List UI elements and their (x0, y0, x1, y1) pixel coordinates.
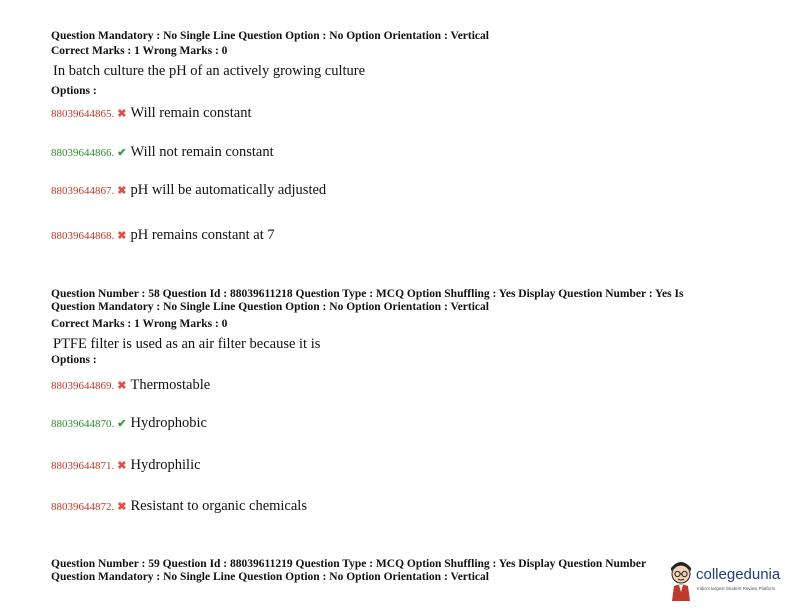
wrong-mark-icon: ✖ (117, 108, 127, 120)
student-mascot-icon (668, 562, 694, 602)
option-text: Will remain constant (130, 105, 252, 121)
correct-check-icon: ✔ (117, 147, 127, 159)
option-id: 88039644868. (51, 230, 115, 242)
correct-check-icon: ✔ (117, 418, 127, 430)
option-id: 88039644869. (51, 380, 115, 392)
wrong-mark-icon: ✖ (117, 380, 127, 392)
option-text: Will not remain constant (130, 144, 274, 160)
option-text: Hydrophobic (130, 415, 207, 431)
wrong-mark-icon: ✖ (117, 230, 127, 242)
q57-option-1 (51, 104, 252, 122)
q57-meta-line: Question Mandatory : No Single Line Question Option : No Option Orientation : Vertical (51, 30, 489, 42)
option-text: Thermostable (130, 377, 211, 393)
q57-option-2 (51, 143, 274, 161)
q58-option-2 (51, 414, 207, 432)
q59-meta-line-2: Question Mandatory : No Single Line Question Option : No Option Orientation : Vertical (51, 571, 489, 583)
collegedunia-logo (668, 560, 792, 604)
q58-option-3 (51, 456, 201, 474)
q58-meta-line-2: Question Mandatory : No Single Line Question Option : No Option Orientation : Vertical (51, 301, 489, 313)
q58-options-label: Options : (51, 354, 97, 366)
option-id: 88039644870. (51, 418, 115, 430)
q57-option-4 (51, 226, 275, 244)
option-text: pH remains constant at 7 (130, 227, 275, 243)
q58-option-1 (51, 376, 210, 394)
q58-option-4 (51, 497, 307, 515)
logo-wordmark: collegedunia (696, 566, 781, 583)
option-id: 88039644872. (51, 501, 115, 513)
option-text: Resistant to organic chemicals (130, 498, 307, 514)
option-text: Hydrophilic (130, 457, 201, 473)
option-id: 88039644871. (51, 460, 115, 472)
q57-question-text: In batch culture the pH of an actively growing culture (53, 63, 366, 79)
option-id: 88039644866. (51, 147, 115, 159)
option-id: 88039644865. (51, 108, 115, 120)
q58-marks: Correct Marks : 1 Wrong Marks : 0 (51, 318, 228, 330)
q57-options-label: Options : (51, 85, 97, 97)
q57-option-3 (51, 181, 326, 199)
q59-meta-line-1: Question Number : 59 Question Id : 88039611219 Question Type : MCQ Option Shuffling : Yes Display Question Number (51, 558, 647, 570)
option-id: 88039644867. (51, 185, 115, 197)
wrong-mark-icon: ✖ (117, 501, 127, 513)
q57-marks: Correct Marks : 1 Wrong Marks : 0 (51, 45, 228, 57)
wrong-mark-icon: ✖ (117, 185, 127, 197)
q58-question-text: PTFE filter is used as an air filter because it is (53, 336, 321, 352)
option-text: pH will be automatically adjusted (130, 182, 327, 198)
q58-meta-line-1: Question Number : 58 Question Id : 88039611218 Question Type : MCQ Option Shuffling : Yes Display Question Number : Yes Is (51, 288, 684, 300)
wrong-mark-icon: ✖ (117, 460, 127, 472)
logo-tagline: India's largest Student Review Platform (697, 586, 776, 591)
